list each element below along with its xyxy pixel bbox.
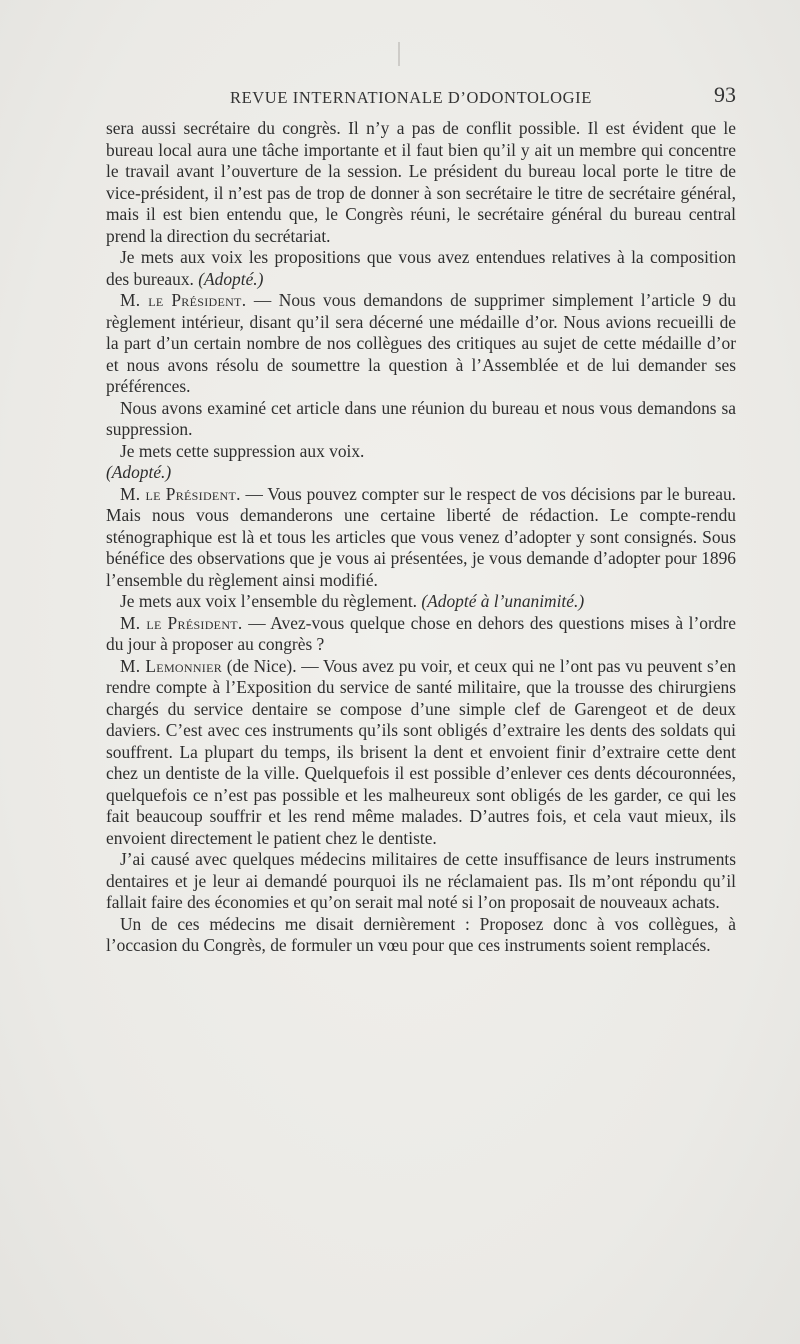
page-header [106, 82, 736, 112]
paragraph-2 [106, 247, 736, 290]
paragraph-3-text: — Nous vous demandons de supprimer simplement l’article 9 du règlement intérieur, disant qu’il sera décerné une médaille d’or. Nous avions recueilli de la part d’un certain nombre de nos collègues des critiques au sujet de cette médaille d’or et nous avons résolu de soumettre la question à l’Assemblée et de lui demander ses préférences. [106, 290, 736, 396]
paragraph-1-text: sera aussi secrétaire du congrès. Il n’y a pas de conflit possible. Il est évident que le bureau local aura une tâche importante et il faut bien qu’il y ait un membre qui concentre le travail avant l’ouverture de la session. Le président du bureau local porte le titre de vice-président, il n’est pas de trop de donner à son secrétaire le titre de secrétaire général, mais il est bien entendu que, le Congrès réuni, le secrétaire général du bureau central prend la direction du secrétariat. [106, 118, 736, 246]
paragraph-7-text: — Vous pouvez compter sur le respect de vos décisions par le bureau. Mais nous vous demanderons une certaine liberté de rédaction. Le compte-rendu sténographique est là et tous les articles que vous venez d’adopter y sont consignés. Sous bénéfice des observations que je vous ai présentées, je vous demande d’adopter pour 1896 l’ensemble du règlement ainsi modifié. [106, 483, 736, 590]
speaker-name: M. le Président. [120, 612, 243, 633]
paragraph-12 [106, 914, 736, 957]
paragraph-9-text: — Avez-vous quelque chose en dehors des questions mises à l’ordre du jour à proposer au congrès ? [106, 612, 736, 654]
page-body [106, 118, 736, 957]
running-title: REVUE INTERNATIONALE D’ODONTOLOGIE [230, 88, 592, 107]
adopte-note: (Adopté.) [198, 268, 264, 289]
speaker-name: M. le Président. [120, 290, 247, 310]
paragraph-11 [106, 849, 736, 914]
paragraph-2-text: Je mets aux voix les propositions que vous avez entendues relatives à la composition des bureaux. [106, 247, 736, 289]
paragraph-4-text: Nous avons examiné cet article dans une réunion du bureau et nous vous demandons sa suppression. [106, 397, 736, 439]
paragraph-7 [106, 484, 736, 592]
paragraph-8-text: Je mets aux voix l’ensemble du règlement. [120, 591, 422, 611]
paragraph-11-text: J’ai causé avec quelques médecins militaires de cette insuffisance de leurs instruments dentaires et je leur ai demandé pourquoi ils ne réclamaient pas. Ils m’ont répondu qu’il fallait faire des économies et qu’on serait mal noté si l’on proposait de nouveaux achats. [106, 849, 736, 912]
paragraph-5 [106, 441, 736, 463]
paragraph-3 [106, 290, 736, 398]
paragraph-10-text: (de Nice). — Vous avez pu voir, et ceux qui ne l’ont pas vu peuvent s’en rendre compte à l’Exposition du service de santé militaire, que la trousse des chirurgiens chargés du service dentaire se compose d’une simple clef de Garengeot et de deux daviers. C’est avec ces instruments qu’ils sont obligés d’extraire les dents des soldats qui souffrent. La plupart du temps, ils brisent la dent et envoient finir d’extraire cette dent chez un dentiste de la ville. Quelquefois il est possible d’enlever ces dents découronnées, quelquefois ce n’est pas possible et les malheureux sont obligés de les garder, ce qui les fait beaucoup souffrir et les rend même malades. D’autres fois, et cela vaut mieux, ils envoient directement le patient chez le dentiste. [106, 655, 736, 848]
paragraph-4 [106, 398, 736, 441]
paragraph-12-text: Un de ces médecins me disait dernièrement : Proposez donc à vos collègues, à l’occasion du Congrès, de formuler un vœu pour que ces instruments soient remplacés. [106, 913, 736, 955]
adopte-note: (Adopté.) [106, 462, 172, 482]
paragraph-1 [106, 118, 736, 247]
paragraph-6 [106, 462, 736, 484]
print-smudge [398, 42, 400, 66]
page-number: 93 [714, 82, 736, 107]
paragraph-9 [106, 613, 736, 656]
paragraph-10 [106, 656, 736, 850]
speaker-name: M. le Président. [120, 483, 241, 504]
speaker-name: M. Lemonnier [120, 655, 223, 676]
paragraph-8 [106, 591, 736, 613]
adopte-note: (Adopté à l’unanimité.) [421, 591, 585, 611]
paragraph-5-text: Je mets cette suppression aux voix. [120, 440, 365, 461]
